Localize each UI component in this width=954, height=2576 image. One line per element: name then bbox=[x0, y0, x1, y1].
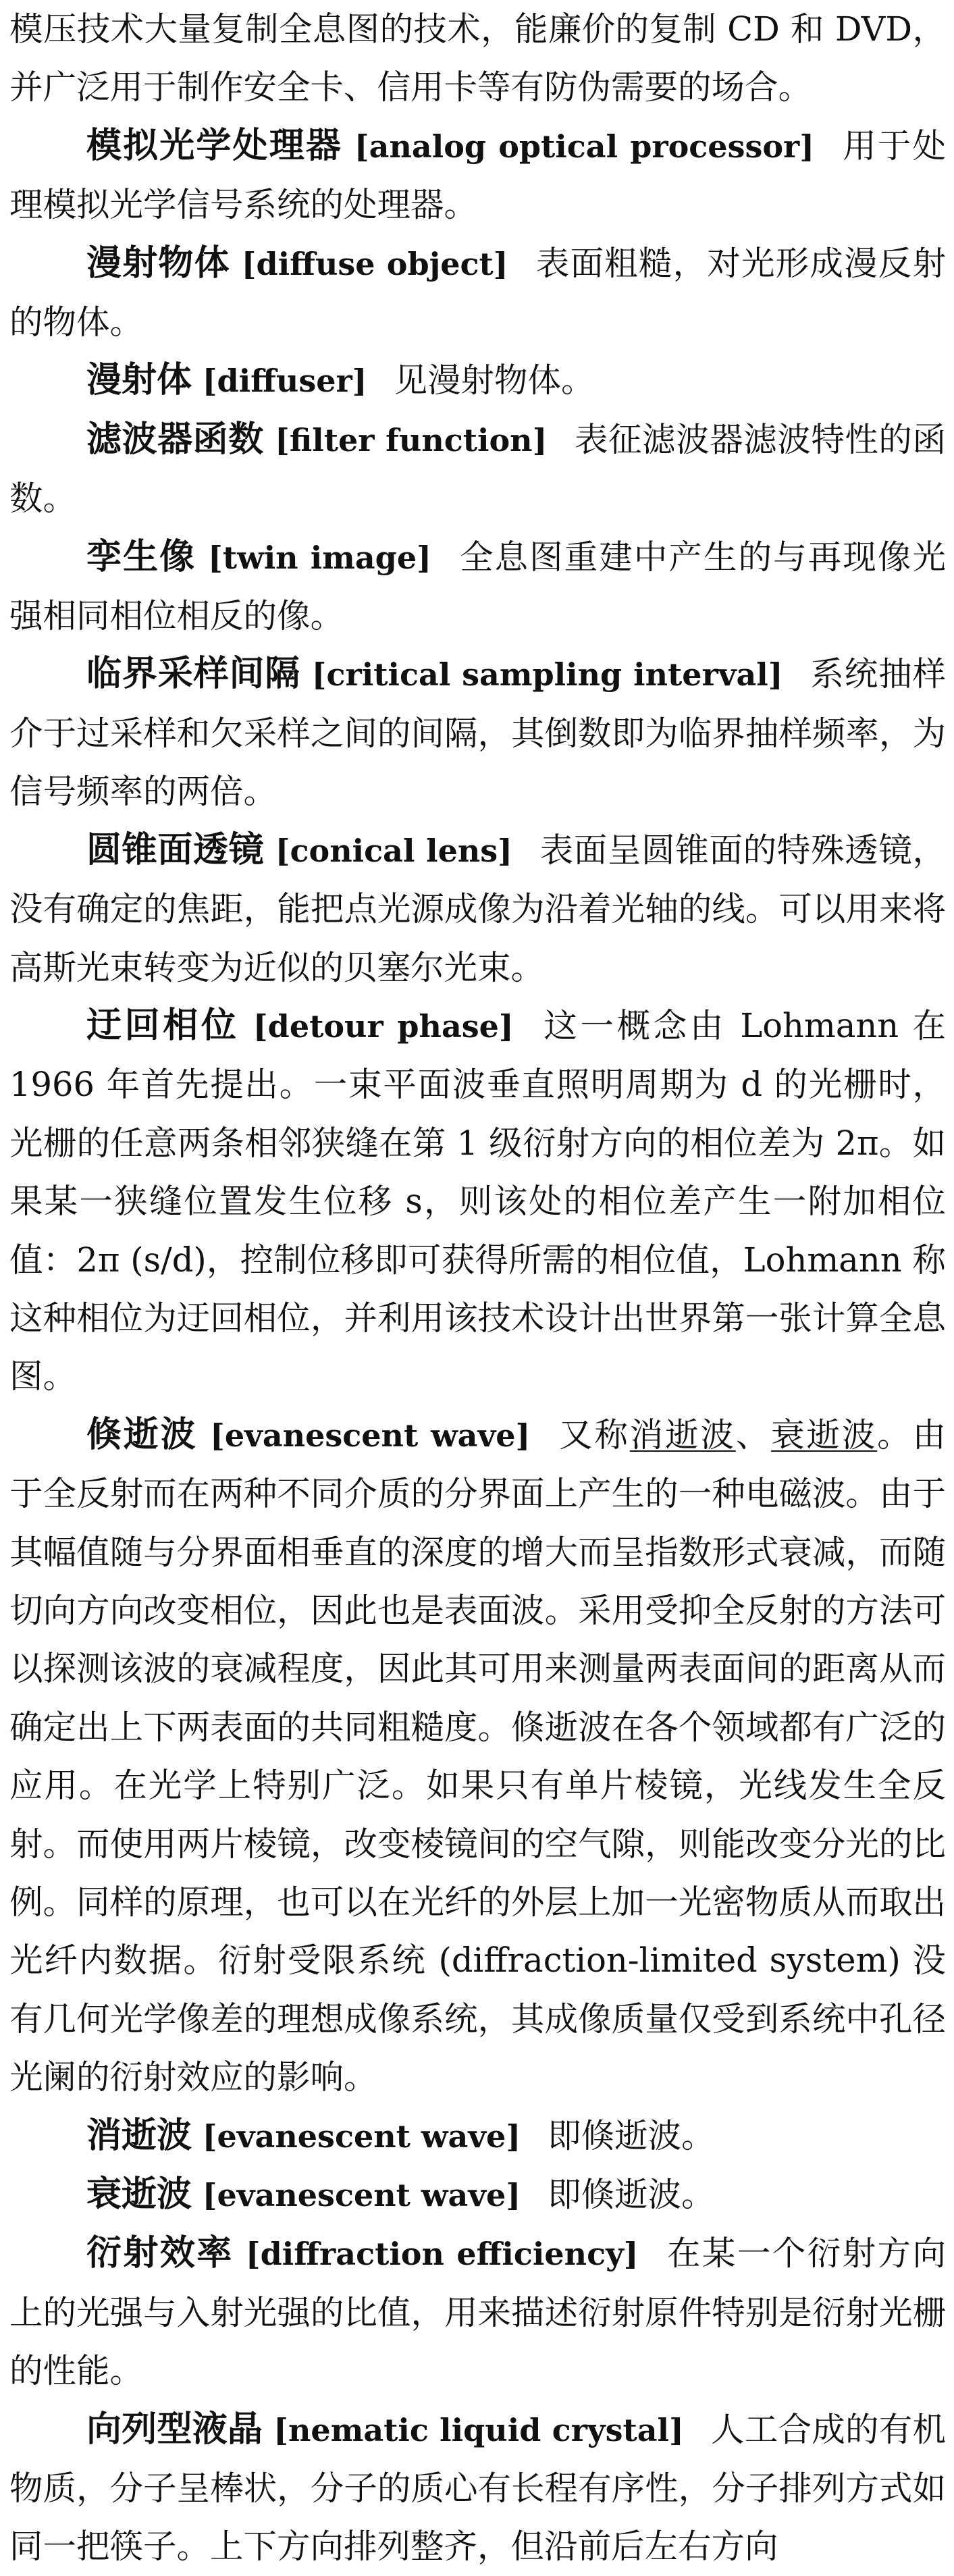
entry-definition: 即倏逝波。 bbox=[548, 2115, 715, 2155]
entry-definition: 表面粗糙，对光形成漫反射的物体。 bbox=[9, 243, 946, 342]
entry-term: 圆锥面透镜 bbox=[86, 829, 265, 870]
entry-term: 漫射体 bbox=[86, 360, 192, 401]
entry-analog-optical-processor bbox=[9, 117, 946, 234]
entry-english: [diffraction efficiency] bbox=[245, 2236, 639, 2273]
entry-definition: 系统抽样介于过采样和欠采样之间的间隔，其倒数即为临界抽样频率，为信号频率的两倍。 bbox=[9, 654, 946, 812]
continued-paragraph bbox=[9, 0, 946, 117]
entry-definition: 即倏逝波。 bbox=[548, 2175, 715, 2215]
entry-term: 模拟光学处理器 bbox=[86, 125, 343, 166]
entry-english: [detour phase] bbox=[253, 1007, 514, 1045]
entry-definition: 表征滤波器滤波特性的函数。 bbox=[9, 419, 946, 519]
entry-english: [evanescent wave] bbox=[202, 2118, 521, 2155]
entry-definition: 在某一个衍射方向上的光强与入射光强的比值，用来描述衍射原件特别是衍射光栅的性能。 bbox=[9, 2234, 946, 2391]
cross-reference-separator: 、 bbox=[735, 1415, 772, 1454]
entry-definition: 表面呈圆锥面的特殊透镜，没有确定的焦距，能把点光源成像为沿着光轴的线。可以用来将高斯光束转变为近似的贝塞尔光束。 bbox=[9, 830, 946, 987]
entry-definition: 见漫射物体。 bbox=[394, 361, 595, 400]
entry-term: 衍射效率 bbox=[86, 2233, 234, 2274]
entry-english: [filter function] bbox=[275, 421, 548, 458]
entry-english: [nematic liquid crystal] bbox=[273, 2411, 684, 2448]
entry-term: 倏逝波 bbox=[86, 1414, 198, 1455]
entry-definition: 。由于全反射而在两种不同介质的分界面上产生的一种电磁波。由于其幅值随与分界面相垂直的深度的增大而呈指数形式衰减，而随切向方向改变相位，因此也是表面波。采用受抑全反射的方法可以探测该波的衰减程度，因此其可用来测量两表面间的距离从而确定出上下两表面的共同粗糙度。倏逝波在各个领域都有广泛的应用。在光学上特别广泛。如果只有单片棱镜，光线发生全反射。而使用两片棱镜，改变棱镜间的空气隙，则能改变分光的比例。同样的原理，也可以在光纤的外层上加一光密物质从而取出光纤内数据。衍射受限系统 (diffraction-limited system) 没有几何光学像差的理想成像系统，其成像质量仅受到系统中孔径光阑的衍射效应的影响。 bbox=[9, 1415, 946, 2097]
entry-english: [evanescent wave] bbox=[210, 1417, 531, 1454]
entry-decaying-wave bbox=[9, 2165, 946, 2224]
entry-definition-prefix: 又称 bbox=[557, 1415, 630, 1454]
entry-english: [diffuser] bbox=[202, 363, 367, 400]
entry-term: 消逝波 bbox=[86, 2115, 192, 2156]
entry-diffraction-efficiency bbox=[9, 2224, 946, 2400]
entry-term: 滤波器函数 bbox=[86, 419, 264, 460]
entry-english: [critical sampling interval] bbox=[311, 656, 783, 693]
entry-diffuser bbox=[9, 351, 946, 410]
cross-reference-link[interactable]: 衰逝波 bbox=[771, 1415, 878, 1454]
entry-english: [twin image] bbox=[208, 539, 431, 576]
entry-english: [diffuse object] bbox=[241, 245, 508, 282]
entry-definition: 人工合成的有机物质，分子呈棒状，分子的质心有长程有序性，分子排列方式如同一把筷子。上下方向排列整齐，但沿前后左右方向 bbox=[9, 2409, 946, 2567]
entry-conical-lens bbox=[9, 821, 946, 997]
cross-reference-link[interactable]: 消逝波 bbox=[629, 1415, 736, 1454]
entry-detour-phase bbox=[9, 997, 946, 1406]
entry-twin-image bbox=[9, 528, 946, 646]
entry-nematic-liquid-crystal bbox=[9, 2400, 946, 2576]
entry-english: [analog optical processor] bbox=[354, 128, 815, 165]
entry-english: [evanescent wave] bbox=[202, 2177, 521, 2214]
entry-term: 迂回相位 bbox=[86, 1005, 240, 1046]
entry-definition: 这一概念由 Lohmann 在 1966 年首先提出。一束平面波垂直照明周期为 d 的光栅时，光栅的任意两条相邻狭缝在第 1 级衍射方向的相位差为 2π。如果某一狭缝位置发生位移 s，则该处的相位差产生一附加相位值：2π (s/d)，控制位移即可获得所需的相位值，Lohmann 称这种相位为迂回相位，并利用该技术设计出世界第一张计算全息图。 bbox=[9, 1005, 946, 1396]
entry-evanescent-wave bbox=[9, 1406, 946, 2107]
entry-english: [conical lens] bbox=[275, 832, 512, 869]
entry-critical-sampling-interval bbox=[9, 645, 946, 820]
entry-term: 孪生像 bbox=[86, 536, 196, 577]
entry-definition: 全息图重建中产生的与再现像光强相同相位相反的像。 bbox=[9, 537, 946, 636]
entry-term: 衰逝波 bbox=[86, 2174, 192, 2215]
entry-term: 临界采样间隔 bbox=[86, 654, 301, 695]
entry-term: 向列型液晶 bbox=[86, 2409, 263, 2450]
entry-term: 漫射物体 bbox=[86, 242, 230, 284]
entry-filter-function bbox=[9, 411, 946, 528]
intro-text: 模压技术大量复制全息图的技术，能廉价的复制 CD 和 DVD，并广泛用于制作安全卡、信用卡等有防伪需要的场合。 bbox=[9, 9, 946, 107]
entry-vanishing-wave bbox=[9, 2107, 946, 2165]
entry-definition: 用于处理模拟光学信号系统的处理器。 bbox=[9, 126, 946, 225]
entry-diffuse-object bbox=[9, 234, 946, 352]
